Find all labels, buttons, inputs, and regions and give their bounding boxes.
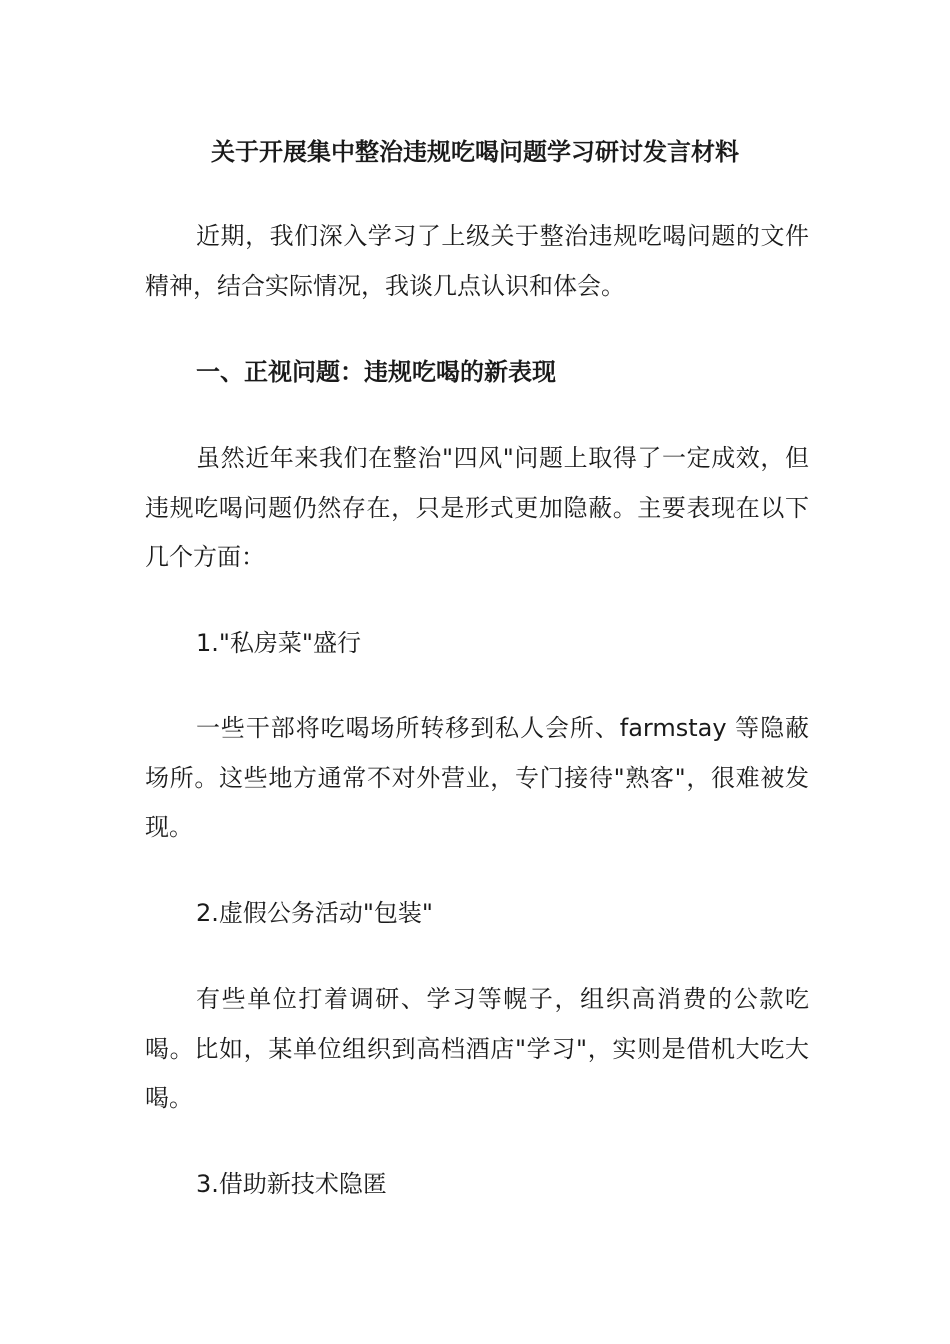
section-1-paragraph: 虽然近年来我们在整治"四风"问题上取得了一定成效，但违规吃喝问题仍然存在，只是形式更加隐蔽。主要表现在以下几个方面： [145,444,809,571]
subheading-3: 3.借助新技术隐匿 [196,1170,387,1198]
subheading-1-paragraph: 一些干部将吃喝场所转移到私人会所、farmstay 等隐蔽场所。这些地方通常不对外营业，专门接待"熟客"，很难被发现。 [145,714,809,841]
document-title: 关于开展集中整治违规吃喝问题学习研讨发言材料 [211,138,739,166]
subheading-2: 2.虚假公务活动"包装" [196,899,433,927]
section-heading-1: 一、正视问题：违规吃喝的新表现 [196,358,556,386]
intro-paragraph: 近期，我们深入学习了上级关于整治违规吃喝问题的文件精神，结合实际情况，我谈几点认识和体会。 [145,222,809,300]
subheading-1: 1."私房菜"盛行 [196,629,361,657]
subheading-2-paragraph: 有些单位打着调研、学习等幌子，组织高消费的公款吃喝。比如，某单位组织到高档酒店"学习"，实则是借机大吃大喝。 [145,985,809,1112]
